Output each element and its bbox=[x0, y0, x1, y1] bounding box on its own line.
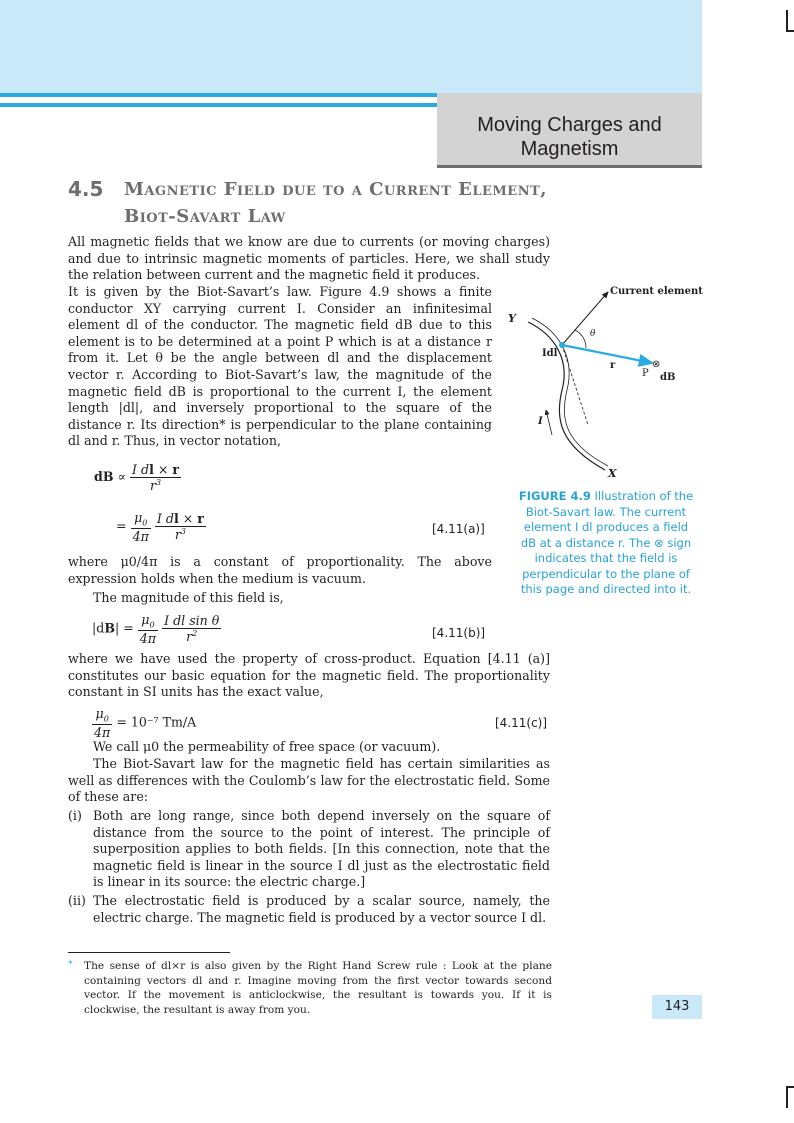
crop-mark bbox=[786, 30, 794, 32]
current-direction-arrow bbox=[546, 410, 552, 435]
paragraph: The Biot-Savart law for the magnetic field has certain similarities as well as differences with the Coulomb’s law for the electrostatic field. Some of these are: bbox=[68, 756, 550, 805]
list-item-label: (ii) bbox=[68, 893, 86, 908]
section-number: 4.5 bbox=[68, 177, 104, 201]
paragraph: We call μ0 the permeability of free space (or vacuum). bbox=[93, 739, 441, 754]
figure-caption bbox=[516, 489, 696, 598]
paragraph: where μ0/4π is a constant of proportionality. The above expression holds when the medium is vacuum. bbox=[68, 554, 492, 586]
equation-4-11c: $\frac{\mu_0}{4\pi}$ = 10⁻⁷ Tm/A bbox=[94, 706, 197, 740]
equation-label: [4.11(a)] bbox=[432, 522, 485, 536]
header-stripe bbox=[0, 103, 437, 107]
crop-mark bbox=[786, 10, 788, 30]
into-page-sign: ⊗ bbox=[652, 359, 661, 370]
chapter-title bbox=[437, 113, 702, 161]
section-title-line1: Magnetic Field due to a Current Element, bbox=[124, 179, 548, 200]
conductor-wire bbox=[528, 322, 605, 470]
page-number: 143 bbox=[652, 995, 702, 1019]
figure-caption-label: FIGURE 4.9 bbox=[518, 489, 591, 503]
equation-proportional: dB ∝ $\frac{\text{I dl × r}}{r^3}$ bbox=[94, 462, 180, 494]
footnote: The sense of dl×r is also given by the Right Hand Screw rule : Look at the plane containing vectors dl and r. Imagine moving from the first vector towards second vector. If the movement is anticlockwise, the resultant is towards you. If it is clockwise, the resultant is away from you. bbox=[84, 960, 552, 1016]
section-title bbox=[124, 176, 564, 230]
chapter-title-box bbox=[437, 93, 702, 168]
conductor-wire bbox=[532, 318, 608, 466]
equation-rhs: = 10⁻⁷ Tm/A bbox=[116, 714, 197, 730]
tangent-line bbox=[562, 345, 588, 425]
equation-4-11b: |dB| = $\frac{\mu_0}{4\pi}$ $\frac{\text{I dl sin θ}}{r^2}$ bbox=[92, 612, 220, 646]
header-stripe bbox=[0, 93, 437, 97]
label-r: r bbox=[610, 360, 616, 371]
section-title-line2: Biot-Savart Law bbox=[124, 206, 286, 227]
label-x: X bbox=[608, 467, 617, 480]
chapter-title-line1: Moving Charges and bbox=[477, 114, 662, 136]
paragraph: It is given by the Biot-Savart’s law. Figure 4.9 shows a finite conductor XY carrying current I. Consider an infinitesimal element dl of the conductor. The magnetic field dB due to this element is to be determined at a point P which is at a distance r from it. Let θ be the angle between dl and the displacement vector r. According to Biot-Savart’s law, the magnitude of the magnetic field dB is proportional to the current I, the element length |dl|, and inversely proportional to the square of the distance r. Its direction* is perpendicular to the plane containing dl and r. Thus, in vector notation, bbox=[68, 284, 492, 449]
angle-arc bbox=[575, 330, 586, 348]
current-element-arrow bbox=[562, 292, 608, 345]
label-theta: θ bbox=[590, 329, 596, 339]
paragraph: The magnitude of this field is, bbox=[93, 590, 284, 605]
footnote-marker: * bbox=[68, 960, 73, 970]
paragraph: where we have used the property of cross-product. Equation [4.11 (a)] constitutes our basic equation for the magnetic field. The proportionality constant in SI units has the exact value, bbox=[68, 651, 550, 700]
list-item bbox=[68, 893, 550, 926]
label-i: I bbox=[538, 416, 543, 427]
displacement-vector-arrow bbox=[562, 345, 652, 363]
current-element-dot bbox=[559, 342, 565, 348]
label-y: Y bbox=[508, 312, 516, 325]
equation-label: [4.11(c)] bbox=[495, 716, 548, 730]
label-db: dB bbox=[660, 372, 676, 383]
list-item-text: The electrostatic field is produced by a scalar source, namely, the electric charge. The magnetic field is produced by a vector source I dl. bbox=[93, 893, 550, 925]
equation-label: [4.11(b)] bbox=[432, 626, 486, 640]
biot-savart-figure bbox=[500, 280, 710, 485]
crop-mark bbox=[786, 1088, 788, 1108]
list-item-text: Both are long range, since both depend inversely on the square of distance from the source to the point of interest. The principle of superposition applies to both fields. [In this connection, note that the magnetic field is linear in the source I dl just as the electrostatic field is linear in its source: the electric charge.] bbox=[93, 808, 550, 890]
label-idl: Idl bbox=[542, 348, 558, 359]
list-item-label: (i) bbox=[68, 808, 82, 823]
header-banner bbox=[0, 0, 702, 93]
chapter-title-line2: Magnetism bbox=[520, 138, 619, 160]
label-p: P bbox=[642, 368, 649, 379]
label-current-element: Current element bbox=[610, 286, 703, 297]
crop-mark bbox=[786, 1086, 794, 1088]
paragraph: All magnetic fields that we know are due to currents (or moving charges) and due to intrinsic magnetic moments of particles. Here, we shall study the relation between current and the magnetic field it produces. bbox=[68, 234, 550, 283]
equation-4-11a: = $\frac{\mu_0}{4\pi}$ $\frac{\text{I dl × r}}{r^3}$ bbox=[116, 510, 204, 544]
figure-caption-text: Illustration of the Biot-Savart law. The current element I dl produces a field dB at a distance r. The ⊗ sign indicates that the field is perpendicular to the plane of this page and directed into it. bbox=[520, 489, 694, 596]
footnote-rule bbox=[68, 952, 230, 953]
list-item bbox=[68, 808, 550, 891]
